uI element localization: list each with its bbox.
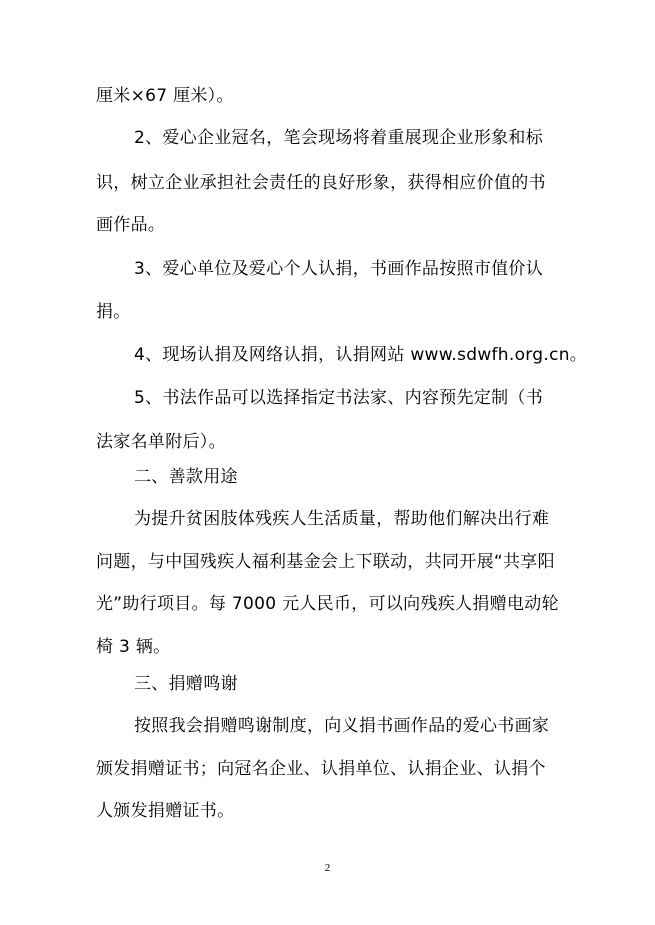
text-line: 捐。 [96,302,131,322]
text-line: 问题，与中国残疾人福利基金会上下联动，共同开展“共享阳 [96,552,555,572]
text-line: 人颁发捐赠证书。 [96,801,235,821]
text-line: 按照我会捐赠鸣谢制度，向义捐书画作品的爱心书画家 [134,716,550,736]
text-line: 画作品。 [96,215,166,235]
text-line: 椅 3 辆。 [96,637,171,657]
section-heading: 二、善款用途 [134,467,238,487]
text-line: 识，树立企业承担社会责任的良好形象，获得相应价值的书 [96,173,546,193]
text-line: 光”助行项目。每 7000 元人民币，可以向残疾人捐赠电动轮 [96,594,559,614]
text-line: 法家名单附后）。 [96,432,226,452]
section-heading: 三、捐赠鸣谢 [134,674,238,694]
text-line: 4、现场认捐及网络认捐，认捐网站 www.sdwfh.org.cn。 [134,345,588,365]
page-number: 2 [324,862,331,874]
text-line: 3、爱心单位及爱心个人认捐，书画作品按照市值价认 [134,259,544,279]
text-line: 2、爱心企业冠名，笔会现场将着重展现企业形象和标 [134,128,544,148]
text-line: 厘米×67 厘米）。 [96,86,234,106]
text-line: 颁发捐赠证书；向冠名企业、认捐单位、认捐企业、认捐个 [96,759,546,779]
text-line: 为提升贫困肢体残疾人生活质量，帮助他们解决出行难 [134,509,550,529]
text-line: 5、书法作品可以选择指定书法家、内容预先定制（书 [134,388,544,408]
